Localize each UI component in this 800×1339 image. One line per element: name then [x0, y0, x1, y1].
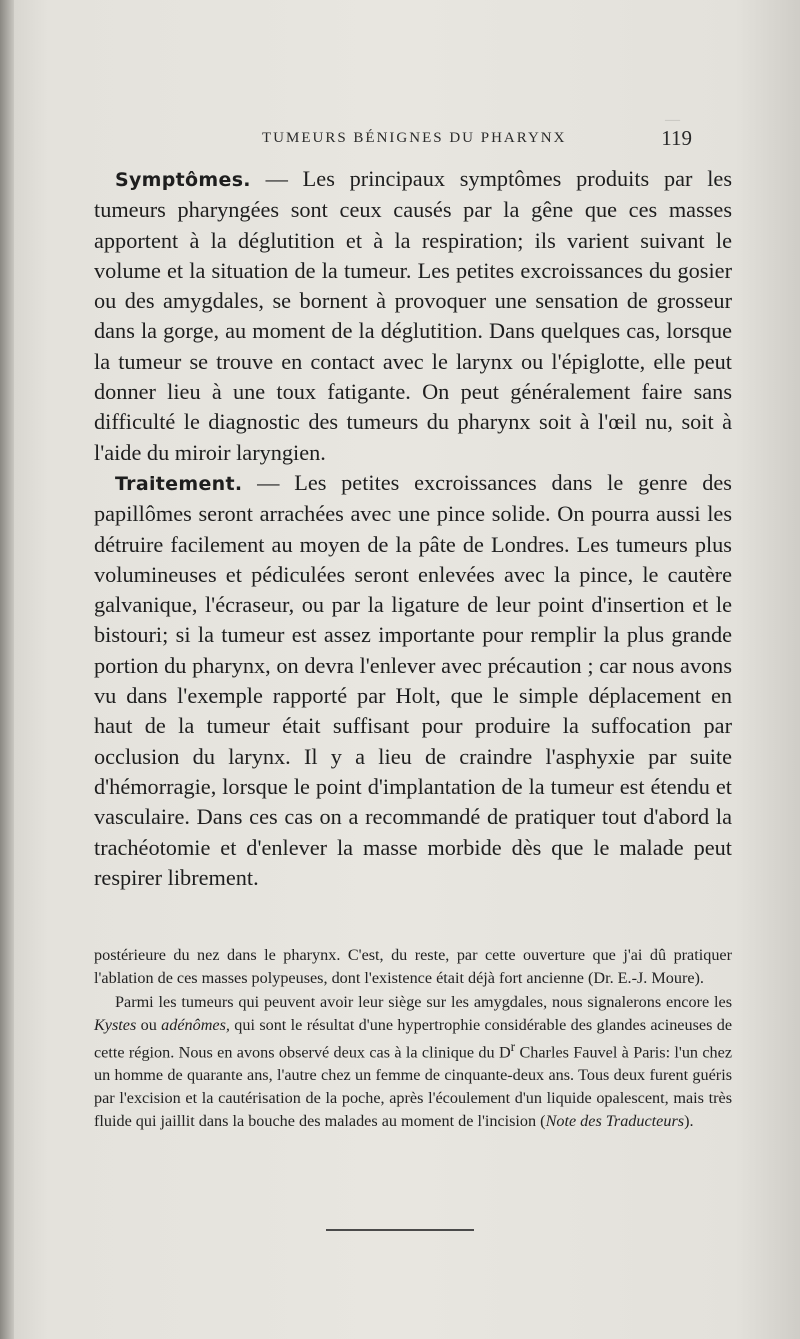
note-label: Note des Traducteurs	[545, 1111, 685, 1130]
bleed-through-text: —	[665, 112, 680, 128]
footnote-translators: Parmi les tumeurs qui peuvent avoir leur siège sur les amygdales, nous signalerons encore les Kystes ou adénômes, qui sont le résultat d'une hypertrophie considérable des glandes acineuses de cette région. Nous en avons observé deux cas à la clinique du $D^r$ Charles Fauvel à Paris: l'un chez un homme de quarante ans, l'autre chez un femme de cinquante-deux ans. Tous deux furent guéris par l'excision et la cautérisation de la poche, après l'écoulement d'un liquide opalescent, mais très fluide qui jaillit dans la bouche des malades au moment de l'incision (Note des Traducteurs).	[94, 993, 732, 1130]
page-number: 119	[661, 126, 692, 150]
paragraph-symptomes	[94, 164, 732, 468]
section-heading-traitement: Traitement.	[115, 472, 243, 495]
footnote-continuation: postérieure du nez dans le pharynx. C'est, du reste, par cette ouverture que j'ai dû pratiquer l'ablation de ces masses polypeuses, dont l'existence était déjà fort ancienne (Dr. E.-J. Moure).	[94, 946, 732, 987]
main-text	[94, 164, 732, 893]
dr-superscript: r	[510, 1039, 516, 1055]
paragraph-symptomes-text: — Les principaux symptômes produits par les tumeurs pharyngées sont ceux causés par la gêne que ces masses apportent à la déglutition et à la respiration; ils varient suivant le volume et la situation de la tumeur. Les petites excroissances du gosier ou des amygdales, se bornent à provoquer une sensation de grosseur dans la gorge, au moment de la déglutition. Dans quelques cas, lorsque la tumeur se trouve en contact avec le larynx ou l'épiglotte, elle peut donner lieu à une toux fatigante. On peut généralement faire sans difficulté le diagnostic des tumeurs du pharynx soit à l'œil nu, soit à l'aide du miroir laryngien.	[94, 166, 732, 465]
running-title: TUMEURS BÉNIGNES DU PHARYNX	[262, 130, 567, 146]
footnote-rule	[326, 1229, 474, 1231]
footnotes	[94, 944, 732, 1132]
term-adenomes: adénômes,	[161, 1015, 230, 1034]
paragraph-traitement-text: — Les petites excroissances dans le genre des papillômes seront arrachées avec une pince solide. On pourra aussi les détruire facilement au moyen de la pâte de Londres. Les tumeurs plus volumineuses et pédiculées seront enlevées avec la pince, le cautère galvanique, l'écraseur, ou par la ligature de leur point d'insertion et le bistouri; si la tumeur est assez importante pour remplir la plus grande portion du pharynx, on devra l'enlever avec précaution ; car nous avons vu dans l'exemple rapporté par Holt, que le simple déplacement en haut de la tumeur était suffisant pour produire la suffocation par occlusion du larynx. Il y a lieu de craindre l'asphyxie par suite d'hémorragie, lorsque le point d'implantation de la tumeur est étendu et vasculaire. Dans ces cas on a recommandé de pratiquer tout d'abord la trachéotomie et d'enlever la masse morbide dès que le malade peut respirer librement.	[94, 469, 732, 890]
section-heading-symptomes: Symptômes.	[115, 169, 251, 191]
page-edge-shadow	[0, 0, 14, 1339]
paragraph-traitement	[94, 468, 732, 893]
page-header	[262, 128, 692, 152]
term-kystes: Kystes	[94, 1015, 137, 1034]
